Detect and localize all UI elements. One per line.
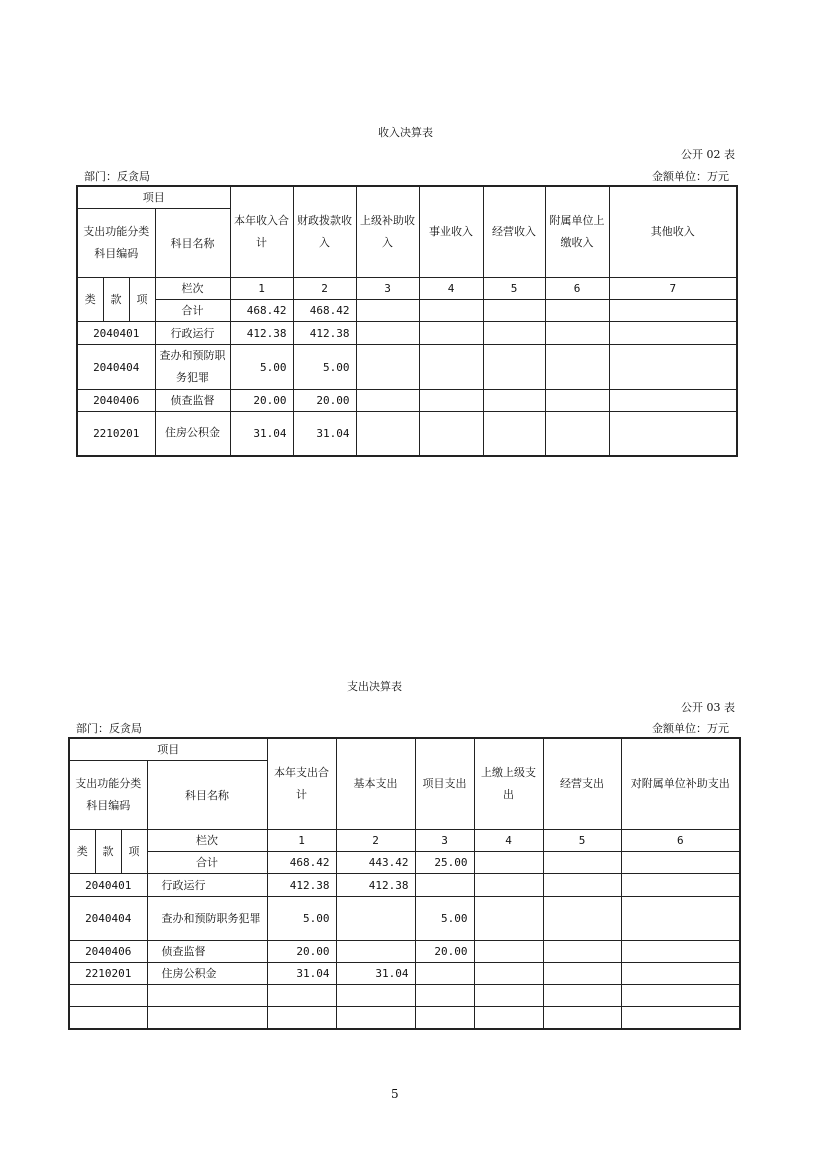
- income-amount-unit: 金额单位：万元: [652, 170, 729, 183]
- expense-row-cell: [543, 963, 621, 985]
- income-row-cell: [609, 412, 737, 456]
- income-total-label: 合计: [155, 300, 230, 322]
- expense-row-cell: [621, 941, 740, 963]
- empty-cell: [147, 985, 267, 1007]
- expense-table: [68, 737, 741, 1030]
- income-row-cell: [545, 412, 609, 456]
- income-row-cell: 412.38: [230, 322, 293, 345]
- expense-row-cell: 412.38: [267, 874, 336, 897]
- empty-cell: [415, 985, 474, 1007]
- expense-header-col-4: 上缴上级支出: [474, 738, 543, 830]
- expense-total-cell: 443.42: [336, 852, 415, 874]
- empty-cell: [474, 985, 543, 1007]
- expense-header-col-6: 对附属单位补助支出: [621, 738, 740, 830]
- expense-total-cell: [621, 852, 740, 874]
- income-col-num: 5: [483, 278, 545, 300]
- income-row-cell: 5.00: [230, 345, 293, 390]
- empty-cell: [267, 985, 336, 1007]
- expense-row-name: 侦查监督: [147, 941, 267, 963]
- income-row-cell: [419, 390, 483, 412]
- income-row-code: 2210201: [77, 412, 155, 456]
- empty-cell: [474, 1007, 543, 1029]
- income-col-num: 1: [230, 278, 293, 300]
- expense-row-cell: [621, 963, 740, 985]
- income-title: 收入决算表: [378, 126, 433, 139]
- expense-total-cell: 25.00: [415, 852, 474, 874]
- expense-total-label: 合计: [147, 852, 267, 874]
- empty-row: [69, 1007, 740, 1029]
- income-row-name: 查办和预防职务犯罪: [155, 345, 230, 390]
- empty-cell: [336, 985, 415, 1007]
- table-row: [69, 874, 740, 897]
- empty-cell: [267, 1007, 336, 1029]
- table-row: [77, 390, 737, 412]
- expense-header-item: 项目: [69, 738, 267, 761]
- income-total-cell: 468.42: [293, 300, 356, 322]
- income-row-name: 住房公积金: [155, 412, 230, 456]
- income-header-col-1: 本年收入合计: [230, 186, 293, 278]
- expense-total-cell: [543, 852, 621, 874]
- expense-header-col-5: 经营支出: [543, 738, 621, 830]
- income-row-cell: [609, 390, 737, 412]
- income-lanci-label: 栏次: [155, 278, 230, 300]
- income-row-cell: 5.00: [293, 345, 356, 390]
- income-row-cell: [483, 322, 545, 345]
- income-row-cell: [356, 345, 419, 390]
- income-row-cell: [356, 390, 419, 412]
- empty-row: [69, 985, 740, 1007]
- empty-cell: [543, 1007, 621, 1029]
- income-row-cell: [419, 322, 483, 345]
- income-row-cell: 20.00: [293, 390, 356, 412]
- expense-row-cell: [543, 941, 621, 963]
- empty-cell: [621, 1007, 740, 1029]
- expense-lanci-label: 栏次: [147, 830, 267, 852]
- income-header-code: 支出功能分类科目编码: [77, 209, 155, 278]
- expense-row-code: 2040404: [69, 897, 147, 941]
- income-col-num: 3: [356, 278, 419, 300]
- income-row-cell: [419, 345, 483, 390]
- income-row-cell: [483, 412, 545, 456]
- table-row: [77, 322, 737, 345]
- expense-department: 部门：反贪局: [76, 722, 142, 735]
- expense-header-col-3: 项目支出: [415, 738, 474, 830]
- expense-row-cell: 31.04: [267, 963, 336, 985]
- expense-header-col-1: 本年支出合计: [267, 738, 336, 830]
- income-row-cell: [545, 345, 609, 390]
- expense-row-cell: [474, 874, 543, 897]
- income-row-code: 2040401: [77, 322, 155, 345]
- income-total-cell: [545, 300, 609, 322]
- income-col-num: 4: [419, 278, 483, 300]
- expense-form-number: 公开 03 表: [681, 701, 735, 714]
- income-row-cell: 20.00: [230, 390, 293, 412]
- expense-col-num: 6: [621, 830, 740, 852]
- expense-row-cell: [474, 897, 543, 941]
- expense-row-name: 行政运行: [147, 874, 267, 897]
- expense-row-cell: [621, 897, 740, 941]
- income-row-name: 行政运行: [155, 322, 230, 345]
- expense-row-cell: [336, 897, 415, 941]
- expense-col-num: 5: [543, 830, 621, 852]
- expense-row-cell: 412.38: [336, 874, 415, 897]
- empty-cell: [147, 1007, 267, 1029]
- expense-row-name: 查办和预防职务犯罪: [147, 897, 267, 941]
- empty-cell: [69, 985, 147, 1007]
- expense-total-row: [69, 852, 740, 874]
- income-row-cell: [356, 412, 419, 456]
- expense-title: 支出决算表: [347, 680, 402, 693]
- expense-col-num: 4: [474, 830, 543, 852]
- income-header-name: 科目名称: [155, 209, 230, 278]
- income-total-cell: [419, 300, 483, 322]
- income-row-cell: 31.04: [293, 412, 356, 456]
- expense-col-num: 1: [267, 830, 336, 852]
- empty-cell: [415, 1007, 474, 1029]
- income-row-cell: [483, 345, 545, 390]
- income-col-num: 7: [609, 278, 737, 300]
- income-department: 部门：反贪局: [84, 170, 150, 183]
- empty-cell: [336, 1007, 415, 1029]
- income-row-cell: [609, 345, 737, 390]
- expense-header-col-2: 基本支出: [336, 738, 415, 830]
- expense-header-lei: 类: [69, 830, 95, 874]
- table-row: [69, 941, 740, 963]
- income-form-number: 公开 02 表: [681, 148, 735, 161]
- income-total-cell: [356, 300, 419, 322]
- income-row-cell: [609, 322, 737, 345]
- income-row-cell: [356, 322, 419, 345]
- income-total-cell: [483, 300, 545, 322]
- income-header-xiang: 项: [129, 278, 155, 322]
- expense-row-cell: 5.00: [267, 897, 336, 941]
- income-row-cell: [419, 412, 483, 456]
- expense-row-cell: [543, 897, 621, 941]
- expense-row-cell: [543, 874, 621, 897]
- expense-row-cell: 20.00: [267, 941, 336, 963]
- income-header-col-5: 经营收入: [483, 186, 545, 278]
- income-row-cell: [483, 390, 545, 412]
- income-total-cell: 468.42: [230, 300, 293, 322]
- income-row-cell: 412.38: [293, 322, 356, 345]
- expense-total-cell: 468.42: [267, 852, 336, 874]
- income-total-cell: [609, 300, 737, 322]
- expense-row-code: 2040406: [69, 941, 147, 963]
- empty-cell: [69, 1007, 147, 1029]
- page-number: 5: [391, 1087, 399, 1101]
- income-table: [76, 185, 738, 457]
- expense-row-code: 2040401: [69, 874, 147, 897]
- expense-header-xiang: 项: [121, 830, 147, 874]
- table-row: [69, 897, 740, 941]
- income-row-cell: [545, 322, 609, 345]
- expense-row-cell: 20.00: [415, 941, 474, 963]
- empty-cell: [543, 985, 621, 1007]
- income-total-row: [77, 300, 737, 322]
- expense-row-cell: [415, 874, 474, 897]
- empty-cell: [621, 985, 740, 1007]
- expense-row-code: 2210201: [69, 963, 147, 985]
- table-row: [69, 963, 740, 985]
- expense-header-kuan: 款: [95, 830, 121, 874]
- income-header-col-2: 财政拨款收入: [293, 186, 356, 278]
- expense-row-cell: 31.04: [336, 963, 415, 985]
- expense-row-cell: [621, 874, 740, 897]
- table-row: [77, 345, 737, 390]
- income-row-code: 2040406: [77, 390, 155, 412]
- table-row: [77, 412, 737, 456]
- expense-header-name: 科目名称: [147, 761, 267, 830]
- income-header-col-4: 事业收入: [419, 186, 483, 278]
- expense-amount-unit: 金额单位：万元: [652, 722, 729, 735]
- income-header-col-3: 上级补助收入: [356, 186, 419, 278]
- expense-total-cell: [474, 852, 543, 874]
- income-header-col-7: 其他收入: [609, 186, 737, 278]
- income-header-lei: 类: [77, 278, 103, 322]
- expense-header-code: 支出功能分类科目编码: [69, 761, 147, 830]
- income-col-num: 6: [545, 278, 609, 300]
- expense-col-num: 3: [415, 830, 474, 852]
- expense-row-cell: [336, 941, 415, 963]
- income-row-code: 2040404: [77, 345, 155, 390]
- income-header-item: 项目: [77, 186, 230, 209]
- expense-row-cell: [474, 941, 543, 963]
- expense-row-cell: 5.00: [415, 897, 474, 941]
- income-col-num: 2: [293, 278, 356, 300]
- income-row-cell: 31.04: [230, 412, 293, 456]
- expense-row-cell: [415, 963, 474, 985]
- income-row-name: 侦查监督: [155, 390, 230, 412]
- income-header-col-6: 附属单位上缴收入: [545, 186, 609, 278]
- expense-col-num: 2: [336, 830, 415, 852]
- income-header-kuan: 款: [103, 278, 129, 322]
- expense-row-cell: [474, 963, 543, 985]
- expense-row-name: 住房公积金: [147, 963, 267, 985]
- income-row-cell: [545, 390, 609, 412]
